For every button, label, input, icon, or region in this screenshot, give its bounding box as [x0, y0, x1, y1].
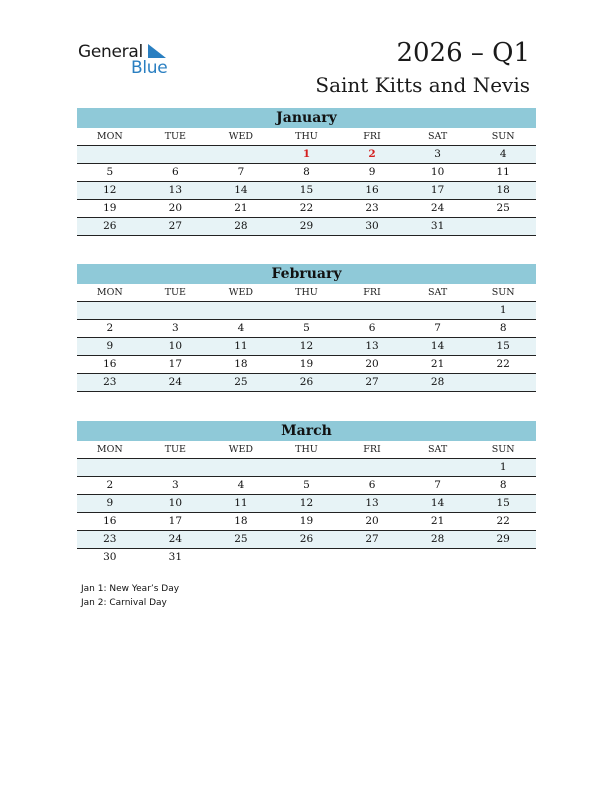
brand-word-blue: Blue	[131, 58, 168, 78]
day-cell: 1	[499, 304, 507, 316]
day-cell: 19	[103, 202, 117, 214]
day-cell: 22	[299, 202, 314, 214]
weekday-label: WED	[228, 131, 254, 142]
day-cell	[143, 459, 209, 476]
day-cell: 22	[496, 515, 510, 527]
day-cell: 30	[103, 551, 117, 563]
day-cell: 5	[106, 166, 114, 178]
weekday-label: MON	[96, 131, 123, 142]
weekday-label: THU	[295, 287, 318, 298]
week-row	[77, 182, 536, 200]
weekday-label: THU	[295, 131, 318, 142]
day-cell: 20	[365, 358, 379, 370]
day-cell: 9	[368, 166, 376, 178]
day-cell: 6	[172, 166, 179, 178]
day-cell: 21	[234, 202, 248, 214]
day-cell: 2	[368, 148, 376, 160]
day-cell	[208, 459, 274, 476]
day-cell: 9	[106, 340, 114, 352]
day-cell: 25	[234, 376, 248, 388]
day-cell: 27	[365, 376, 379, 388]
day-cell: 29	[299, 220, 314, 232]
day-cell: 13	[168, 184, 183, 196]
day-cell: 26	[299, 533, 314, 545]
day-cell: 5	[303, 479, 310, 491]
day-cell: 11	[234, 497, 248, 509]
day-cell: 23	[103, 533, 117, 545]
brand-logo	[78, 42, 178, 78]
week-row	[77, 218, 536, 236]
month-march	[77, 421, 536, 566]
day-cell: 26	[299, 376, 314, 388]
day-cell	[339, 459, 405, 476]
weekday-label: SAT	[428, 131, 448, 142]
week-row	[77, 164, 536, 182]
day-cell: 9	[106, 497, 114, 509]
day-cell	[143, 302, 209, 319]
day-cell: 26	[103, 220, 117, 232]
day-cell: 19	[299, 515, 314, 527]
day-cell: 10	[430, 166, 445, 178]
month-january	[77, 108, 536, 236]
day-cell: 15	[299, 184, 314, 196]
day-cell	[274, 549, 340, 566]
day-cell: 3	[434, 148, 441, 160]
week-row	[77, 338, 536, 356]
day-cell: 3	[172, 479, 179, 491]
weekday-label: TUE	[164, 131, 186, 142]
day-cell: 17	[168, 358, 183, 370]
month-header: January	[77, 108, 536, 128]
country-subtitle: Saint Kitts and Nevis	[315, 73, 530, 97]
day-cell: 8	[303, 166, 310, 178]
day-cell: 7	[434, 322, 441, 334]
day-cell: 10	[168, 497, 183, 509]
day-cell: 6	[368, 479, 376, 491]
day-cell: 16	[103, 515, 117, 527]
day-cell: 21	[430, 515, 445, 527]
weekday-label: SUN	[491, 444, 515, 455]
day-cell: 14	[234, 184, 248, 196]
week-row	[77, 477, 536, 495]
brand-word-general: General	[78, 42, 143, 62]
day-cell	[405, 459, 471, 476]
weekday-label: TUE	[164, 287, 186, 298]
day-cell	[339, 549, 405, 566]
day-cell: 22	[496, 358, 510, 370]
day-cell: 23	[103, 376, 117, 388]
day-cell: 28	[234, 220, 248, 232]
weekday-label: TUE	[164, 444, 186, 455]
weekday-label: THU	[295, 444, 318, 455]
day-cell: 24	[168, 533, 183, 545]
holiday-notes	[81, 582, 179, 610]
day-cell: 21	[430, 358, 445, 370]
day-cell: 25	[234, 533, 248, 545]
weekday-row	[77, 284, 536, 302]
day-cell: 18	[234, 358, 248, 370]
day-cell: 28	[430, 376, 445, 388]
weekday-label: SAT	[428, 287, 448, 298]
day-cell: 11	[496, 166, 510, 178]
day-cell	[77, 146, 143, 163]
week-row	[77, 549, 536, 566]
day-cell: 15	[496, 497, 510, 509]
weekday-row	[77, 441, 536, 459]
weekday-label: SUN	[491, 131, 515, 142]
day-cell: 17	[430, 184, 445, 196]
day-cell: 6	[368, 322, 376, 334]
day-cell: 15	[496, 340, 510, 352]
day-cell: 5	[303, 322, 310, 334]
day-cell: 31	[430, 220, 445, 232]
weekday-label: FRI	[363, 444, 381, 455]
day-cell	[405, 302, 471, 319]
day-cell: 25	[496, 202, 510, 214]
day-cell: 12	[299, 497, 314, 509]
day-cell: 14	[430, 340, 445, 352]
month-header: February	[77, 264, 536, 284]
holiday-note: Jan 1: New Year’s Day	[81, 584, 180, 594]
day-cell: 16	[365, 184, 379, 196]
week-row	[77, 146, 536, 164]
day-cell: 7	[434, 479, 441, 491]
day-cell: 14	[430, 497, 445, 509]
day-cell: 31	[168, 551, 183, 563]
day-cell: 10	[168, 340, 183, 352]
day-cell: 18	[496, 184, 510, 196]
day-cell: 3	[172, 322, 179, 334]
day-cell	[77, 459, 143, 476]
week-row	[77, 459, 536, 477]
day-cell: 20	[168, 202, 183, 214]
weekday-label: WED	[228, 287, 254, 298]
day-cell: 4	[237, 479, 245, 491]
week-row	[77, 495, 536, 513]
day-cell	[405, 549, 471, 566]
day-cell	[208, 146, 274, 163]
weekday-label: SAT	[428, 444, 448, 455]
day-cell: 4	[237, 322, 245, 334]
day-cell	[77, 302, 143, 319]
day-cell: 8	[499, 479, 507, 491]
day-cell: 2	[106, 322, 114, 334]
day-cell: 12	[299, 340, 314, 352]
day-cell: 24	[168, 376, 183, 388]
day-cell	[208, 302, 274, 319]
day-cell: 4	[499, 148, 507, 160]
month-header: March	[77, 421, 536, 441]
week-row	[77, 200, 536, 218]
day-cell: 24	[430, 202, 445, 214]
holiday-note: Jan 2: Carnival Day	[81, 598, 167, 608]
weekday-label: SUN	[491, 287, 515, 298]
day-cell: 27	[168, 220, 183, 232]
day-cell: 1	[499, 461, 507, 473]
weekday-row	[77, 128, 536, 146]
day-cell: 13	[365, 497, 379, 509]
week-row	[77, 356, 536, 374]
day-cell	[274, 302, 340, 319]
day-cell	[470, 549, 536, 566]
day-cell	[274, 459, 340, 476]
day-cell: 20	[365, 515, 379, 527]
day-cell: 7	[237, 166, 245, 178]
day-cell	[470, 374, 536, 391]
weekday-label: FRI	[363, 287, 381, 298]
day-cell: 28	[430, 533, 445, 545]
day-cell	[143, 146, 209, 163]
day-cell: 17	[168, 515, 183, 527]
weekday-label: WED	[228, 444, 254, 455]
day-cell: 12	[103, 184, 117, 196]
day-cell: 19	[299, 358, 314, 370]
week-row	[77, 513, 536, 531]
weekday-label: FRI	[363, 131, 381, 142]
day-cell: 13	[365, 340, 379, 352]
month-february	[77, 264, 536, 392]
day-cell: 8	[499, 322, 507, 334]
day-cell: 27	[365, 533, 379, 545]
day-cell: 2	[106, 479, 114, 491]
day-cell	[470, 218, 536, 235]
day-cell	[208, 549, 274, 566]
day-cell: 23	[365, 202, 379, 214]
day-cell: 11	[234, 340, 248, 352]
weekday-label: MON	[96, 287, 123, 298]
page-title: 2026 – Q1	[396, 38, 530, 68]
week-row	[77, 374, 536, 392]
day-cell: 1	[302, 148, 311, 160]
day-cell: 16	[103, 358, 117, 370]
week-row	[77, 320, 536, 338]
day-cell: 30	[365, 220, 379, 232]
week-row	[77, 302, 536, 320]
day-cell: 18	[234, 515, 248, 527]
day-cell	[339, 302, 405, 319]
week-row	[77, 531, 536, 549]
weekday-label: MON	[96, 444, 123, 455]
day-cell: 29	[496, 533, 510, 545]
